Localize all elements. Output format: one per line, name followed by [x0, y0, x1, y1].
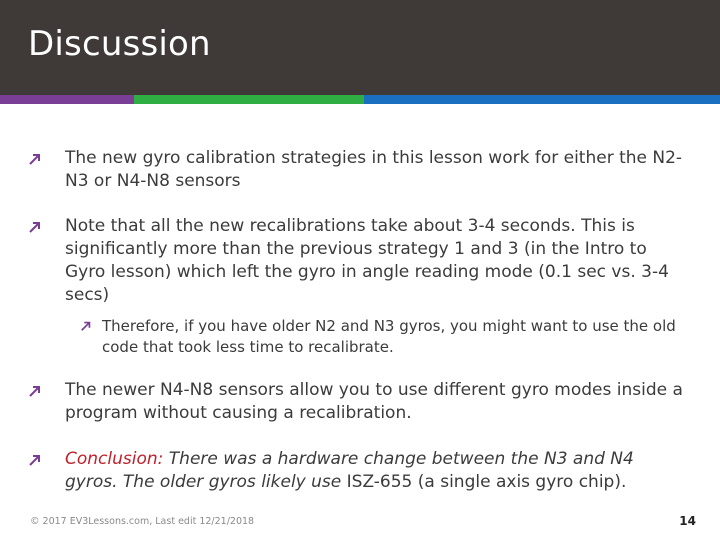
page-number: 14 — [679, 514, 696, 528]
bullet-item — [65, 147, 690, 193]
conclusion-label: Conclusion: — [65, 449, 164, 469]
footer-copyright: © 2017 EV3Lessons.com, Last edit 12/21/2018 — [30, 516, 255, 527]
slide-title: Discussion — [28, 24, 211, 64]
bullet-item-conclusion — [65, 448, 690, 494]
conclusion-tail-text: ISZ-655 (a single axis gyro chip). — [341, 472, 627, 492]
sub-bullet-item — [102, 316, 682, 358]
arrow-bullet-icon — [28, 152, 42, 166]
accent-stripe-green — [134, 95, 364, 104]
arrow-bullet-icon — [28, 384, 42, 398]
accent-stripe-blue — [364, 95, 720, 104]
sub-bullet-text: Therefore, if you have older N2 and N3 gyros, you might want to use the old code that took less time to recalibrate. — [102, 317, 676, 356]
bullet-item — [65, 215, 690, 307]
arrow-bullet-icon — [28, 220, 42, 234]
accent-stripe-purple — [0, 95, 134, 104]
bullet-text: Note that all the new recalibrations take about 3-4 seconds. This is significantly more than the previous strategy 1 and 3 (in the Intro to Gyro lesson) which left the gyro in angle reading mode (0.1 sec vs. 3-4 secs) — [65, 216, 669, 305]
arrow-bullet-icon — [28, 453, 42, 467]
title-bar — [0, 0, 720, 95]
conclusion-italic-text: There was a hardware change between the N3 and N4 gyros. The older gyros likely use — [65, 449, 634, 492]
bullet-text: The new gyro calibration strategies in this lesson work for either the N2-N3 or N4-N8 sensors — [65, 148, 683, 191]
bullet-item — [65, 379, 690, 425]
bullet-text: The newer N4-N8 sensors allow you to use different gyro modes inside a program without causing a recalibration. — [65, 380, 683, 423]
arrow-bullet-icon — [80, 320, 94, 334]
